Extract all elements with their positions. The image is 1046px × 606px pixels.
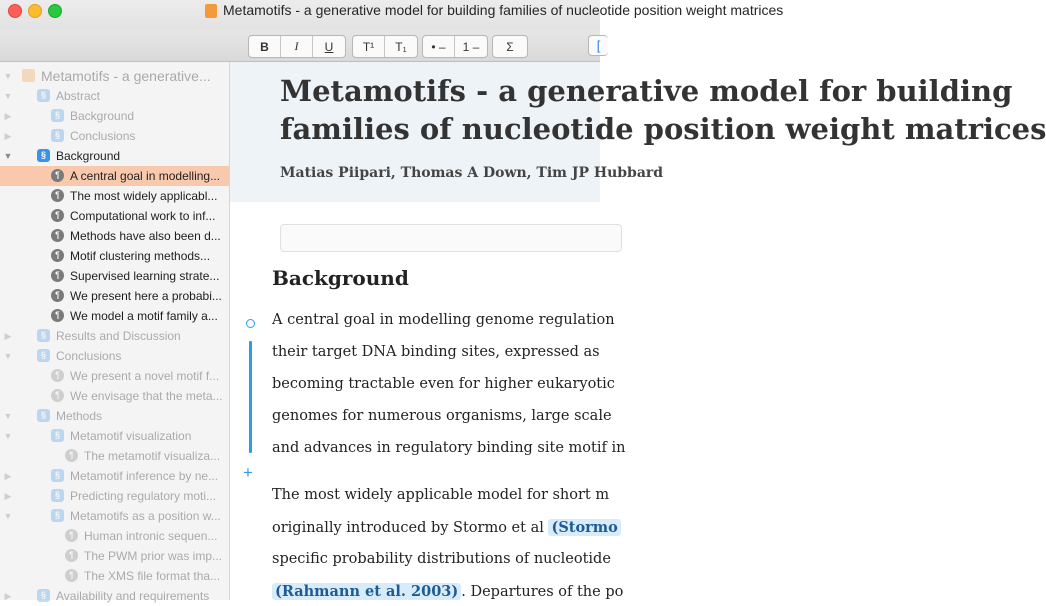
outline-item-label: We envisage that the meta... xyxy=(70,389,223,403)
outline-section-item[interactable] xyxy=(0,106,229,126)
paragraph-icon: ¶ xyxy=(65,549,78,562)
disclosure-collapsed-icon[interactable]: ▶ xyxy=(4,490,12,501)
section-icon: § xyxy=(37,329,50,342)
sidebar-toggle-button[interactable]: [ xyxy=(588,35,608,56)
outline-item-label: The PWM prior was imp... xyxy=(84,549,223,563)
document-editor[interactable] xyxy=(230,62,1046,600)
script-group xyxy=(352,35,418,58)
section-icon: § xyxy=(51,429,64,442)
paragraph-icon: ¶ xyxy=(51,309,64,322)
disclosure-collapsed-icon[interactable]: ▶ xyxy=(4,130,12,141)
outline-item-label: Metamotif visualization xyxy=(70,429,192,443)
title-bar xyxy=(0,0,784,30)
selected-paragraph-bar xyxy=(249,341,252,453)
empty-field-box[interactable] xyxy=(280,224,622,252)
paragraph-line: A central goal in modelling genome regulation xyxy=(272,312,615,328)
section-icon: § xyxy=(51,129,64,142)
minimize-window-button[interactable] xyxy=(28,4,42,18)
section-icon: § xyxy=(37,589,50,602)
paragraph-icon: ¶ xyxy=(51,369,64,382)
paragraph-icon: ¶ xyxy=(65,529,78,542)
list-group xyxy=(422,35,488,58)
formatting-toolbar xyxy=(0,30,600,62)
paragraph-text: originally introduced by Stormo et al xyxy=(272,520,549,536)
outline-item-label: Supervised learning strate... xyxy=(70,269,220,283)
superscript-button[interactable]: T¹ xyxy=(353,36,385,57)
outline-item-label: The most widely applicabl... xyxy=(70,189,218,203)
outline-paragraph-item[interactable] xyxy=(0,566,229,586)
section-icon: § xyxy=(51,109,64,122)
paragraph-line xyxy=(272,519,621,536)
outline-paragraph-item[interactable] xyxy=(0,266,229,286)
outline-item-label: Background xyxy=(56,149,121,163)
disclosure-collapsed-icon[interactable]: ▶ xyxy=(4,330,12,341)
outline-item-label: Metamotif inference by ne... xyxy=(70,469,219,483)
outline-section-item[interactable] xyxy=(0,126,229,146)
bold-button[interactable]: B xyxy=(249,36,281,57)
outline-item-label: A central goal in modelling... xyxy=(70,169,221,183)
outline-item-label: Background xyxy=(70,109,135,123)
outline-item-label: Methods have also been d... xyxy=(70,229,221,243)
section-icon: § xyxy=(37,149,50,162)
equation-button[interactable]: Σ xyxy=(506,39,514,54)
paragraph-line: their target DNA binding sites, expressed as xyxy=(272,344,600,360)
outline-item-label: Motif clustering methods... xyxy=(70,249,211,263)
paragraph-icon: ¶ xyxy=(51,389,64,402)
close-window-button[interactable] xyxy=(8,4,22,18)
document-icon xyxy=(22,69,35,82)
section-icon: § xyxy=(37,409,50,422)
subscript-button[interactable]: T₁ xyxy=(395,39,407,54)
paragraph-line xyxy=(272,583,623,600)
outline-sidebar xyxy=(0,62,230,603)
outline-paragraph-item[interactable] xyxy=(0,546,229,566)
paragraph-icon: ¶ xyxy=(65,569,78,582)
outline-item-label: Computational work to inf... xyxy=(70,209,216,223)
outline-item-label: Human intronic sequen... xyxy=(84,529,218,543)
disclosure-collapsed-icon[interactable]: ▶ xyxy=(4,470,12,481)
paragraph-icon: ¶ xyxy=(51,249,64,262)
section-icon: § xyxy=(37,89,50,102)
outline-section-item[interactable] xyxy=(0,86,229,106)
outline-item-label: We model a motif family a... xyxy=(70,309,218,323)
equation-group xyxy=(492,35,528,58)
citation-rahmann[interactable]: (Rahmann et al. 2003) xyxy=(272,583,461,600)
outline-section-item[interactable] xyxy=(0,66,229,86)
outline-item-label: The metamotif visualiza... xyxy=(84,449,221,463)
bullet-list-button[interactable]: • – xyxy=(423,36,455,57)
paragraph-icon: ¶ xyxy=(51,229,64,242)
outline-paragraph-item[interactable] xyxy=(0,526,229,546)
paragraph-handle-icon[interactable] xyxy=(246,319,255,328)
document-title-line: Metamotifs - a generative model for building xyxy=(280,74,1013,108)
numbered-list-button[interactable]: 1 – xyxy=(462,39,480,54)
paragraph-icon: ¶ xyxy=(51,209,64,222)
paragraph-icon: ¶ xyxy=(51,169,64,182)
text-style-group xyxy=(248,35,346,58)
outline-paragraph-item[interactable] xyxy=(0,286,229,306)
outline-item-label: Abstract xyxy=(56,89,101,103)
add-paragraph-icon[interactable]: + xyxy=(243,463,253,482)
outline-paragraph-item[interactable] xyxy=(0,306,229,326)
document-icon xyxy=(205,4,217,18)
section-icon: § xyxy=(51,469,64,482)
outline-paragraph-item[interactable] xyxy=(0,166,229,186)
outline-section-item[interactable] xyxy=(0,486,229,506)
document-title[interactable] xyxy=(280,72,1046,148)
disclosure-expanded-icon[interactable]: ▼ xyxy=(3,71,13,81)
disclosure-expanded-icon[interactable]: ▼ xyxy=(3,151,13,161)
outline-item-label: Predicting regulatory moti... xyxy=(70,489,217,503)
outline-section-item[interactable] xyxy=(0,506,229,526)
paragraph-icon: ¶ xyxy=(51,269,64,282)
window-title: Metamotifs - a generative model for building families of nucleotide position weight matrices xyxy=(223,2,784,18)
outline-section-item[interactable] xyxy=(0,586,229,606)
paragraph-line: and advances in regulatory binding site motif in xyxy=(272,440,626,456)
outline-item-label: Conclusions xyxy=(70,129,136,143)
outline-item-label: We present here a probabi... xyxy=(70,289,222,303)
outline-item-label: Availability and requirements xyxy=(56,589,210,603)
outline-section-item[interactable] xyxy=(0,426,229,446)
outline-section-item[interactable] xyxy=(0,146,229,166)
italic-button[interactable]: I xyxy=(281,36,313,57)
document-title-line: families of nucleotide position weight matrices xyxy=(280,112,1046,146)
outline-section-item[interactable] xyxy=(0,346,229,366)
outline-paragraph-item[interactable] xyxy=(0,186,229,206)
disclosure-expanded-icon[interactable]: ▼ xyxy=(3,431,13,441)
paragraph-line: The most widely applicable model for short m xyxy=(272,487,610,503)
citation-stormo[interactable]: (Stormo xyxy=(548,519,620,536)
outline-section-item[interactable] xyxy=(0,466,229,486)
title-block xyxy=(230,62,1046,202)
outline-paragraph-item[interactable] xyxy=(0,246,229,266)
author-list[interactable]: Matias Piipari, Thomas A Down, Tim JP Hubbard xyxy=(280,165,664,181)
paragraph-line: specific probability distributions of nucleotide xyxy=(272,551,611,567)
outline-item-label: Results and Discussion xyxy=(56,329,181,343)
disclosure-expanded-icon[interactable]: ▼ xyxy=(3,91,13,101)
section-icon: § xyxy=(51,489,64,502)
outline-item-label: Methods xyxy=(56,409,103,423)
outline-item-label: The XMS file format tha... xyxy=(84,569,221,583)
paragraph-icon: ¶ xyxy=(51,189,64,202)
section-heading[interactable]: Background xyxy=(272,266,409,290)
outline-paragraph-item[interactable] xyxy=(0,446,229,466)
outline-section-item[interactable] xyxy=(0,326,229,346)
disclosure-expanded-icon[interactable]: ▼ xyxy=(3,511,13,521)
disclosure-expanded-icon[interactable]: ▼ xyxy=(3,411,13,421)
outline-paragraph-item[interactable] xyxy=(0,226,229,246)
outline-item-label: Conclusions xyxy=(56,349,122,363)
disclosure-collapsed-icon[interactable]: ▶ xyxy=(4,110,12,121)
paragraph-icon: ¶ xyxy=(51,289,64,302)
disclosure-expanded-icon[interactable]: ▼ xyxy=(3,351,13,361)
outline-section-item[interactable] xyxy=(0,406,229,426)
paragraph-text: . Departures of the po xyxy=(461,584,624,600)
outline-item-label: We present a novel motif f... xyxy=(70,369,220,383)
zoom-window-button[interactable] xyxy=(48,4,62,18)
outline-item-label: Metamotifs - a generative... xyxy=(41,68,211,84)
section-icon: § xyxy=(37,349,50,362)
underline-button[interactable]: U xyxy=(324,39,334,54)
outline-paragraph-item[interactable] xyxy=(0,206,229,226)
paragraph-line: becoming tractable even for higher eukaryotic xyxy=(272,376,615,392)
paragraph-line: genomes for numerous organisms, large scale xyxy=(272,408,612,424)
outline-item-label: Metamotifs as a position w... xyxy=(70,509,221,523)
outline-paragraph-item[interactable] xyxy=(0,386,229,406)
section-icon: § xyxy=(51,509,64,522)
outline-paragraph-item[interactable] xyxy=(0,366,229,386)
paragraph-icon: ¶ xyxy=(65,449,78,462)
disclosure-collapsed-icon[interactable]: ▶ xyxy=(4,590,12,601)
